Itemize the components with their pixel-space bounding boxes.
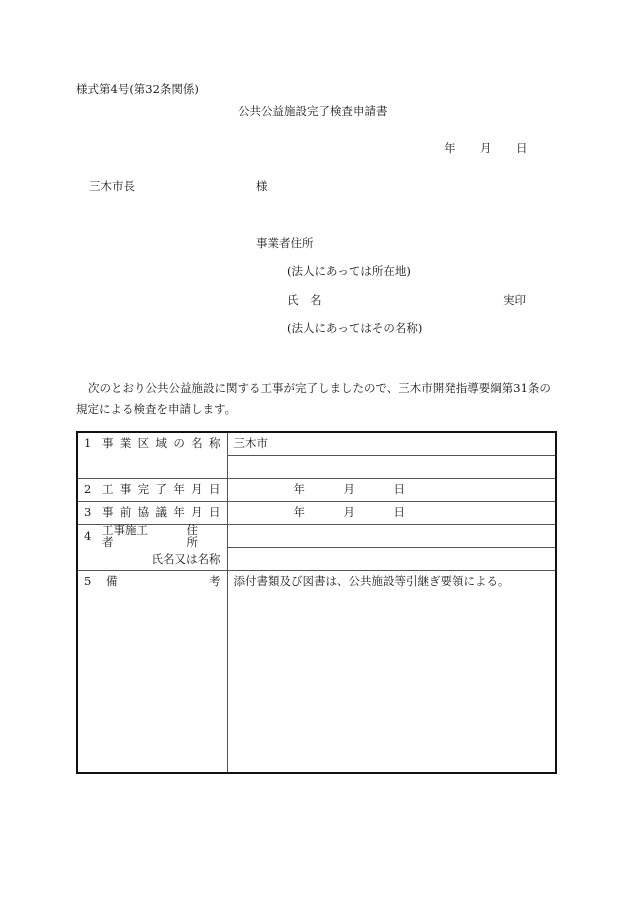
table-row [77,525,556,548]
pre-consultation-date-value[interactable]: 年 月 日 [227,502,556,525]
document-title: 公共公益施設完了検査申請書 [238,104,388,118]
table-row [77,571,556,774]
seal-label: 実印 [503,293,526,307]
applicant-address-note: (法人にあっては所在地) [287,264,411,278]
pre-consultation-date-label: 3 事 前 協 議 年 月 日 [77,502,227,525]
project-area-name-label: 1 事 業 区 域 の 名 称 [77,432,227,479]
table-row [77,479,556,502]
completion-date-value[interactable]: 年 月 日 [227,479,556,502]
applicant-name-note: (法人にあってはその名称) [287,321,423,335]
applicant-name-label: 氏 名 [287,293,322,307]
remarks-value[interactable]: 添付書類及び図書は、公共施設等引継ぎ要領による。 [227,571,556,774]
table-row [77,432,556,456]
remarks-label: 5 備 考 [77,571,227,774]
day-label: 日 [516,141,528,155]
month-label: 月 [480,141,492,155]
submission-date [444,143,528,155]
addressee-name: 三木市長 [89,179,135,193]
contractor-label: 4 工事施工者 住 所 氏名又は名称 [77,525,227,571]
application-statement: 次のとおり公共公益施設に関する工事が完了しましたので、三木市開発指導要綱第31条の規定による検査を申請します。 [76,381,551,416]
year-label: 年 [444,141,456,155]
contractor-address-value[interactable] [227,525,556,548]
form-number: 様式第4号(第32条関係) [76,82,199,96]
completion-date-label: 2 工 事 完 了 年 月 日 [77,479,227,502]
contractor-name-label: 氏名又は名称 [151,551,221,566]
table-row [77,502,556,525]
project-area-name-value-2[interactable] [227,456,556,479]
applicant-address-label: 事業者住所 [256,236,314,250]
contractor-name-value[interactable] [227,548,556,571]
project-area-name-value[interactable]: 三木市 [227,432,556,456]
application-form-table [76,431,557,774]
addressee-honorific: 様 [256,179,268,193]
